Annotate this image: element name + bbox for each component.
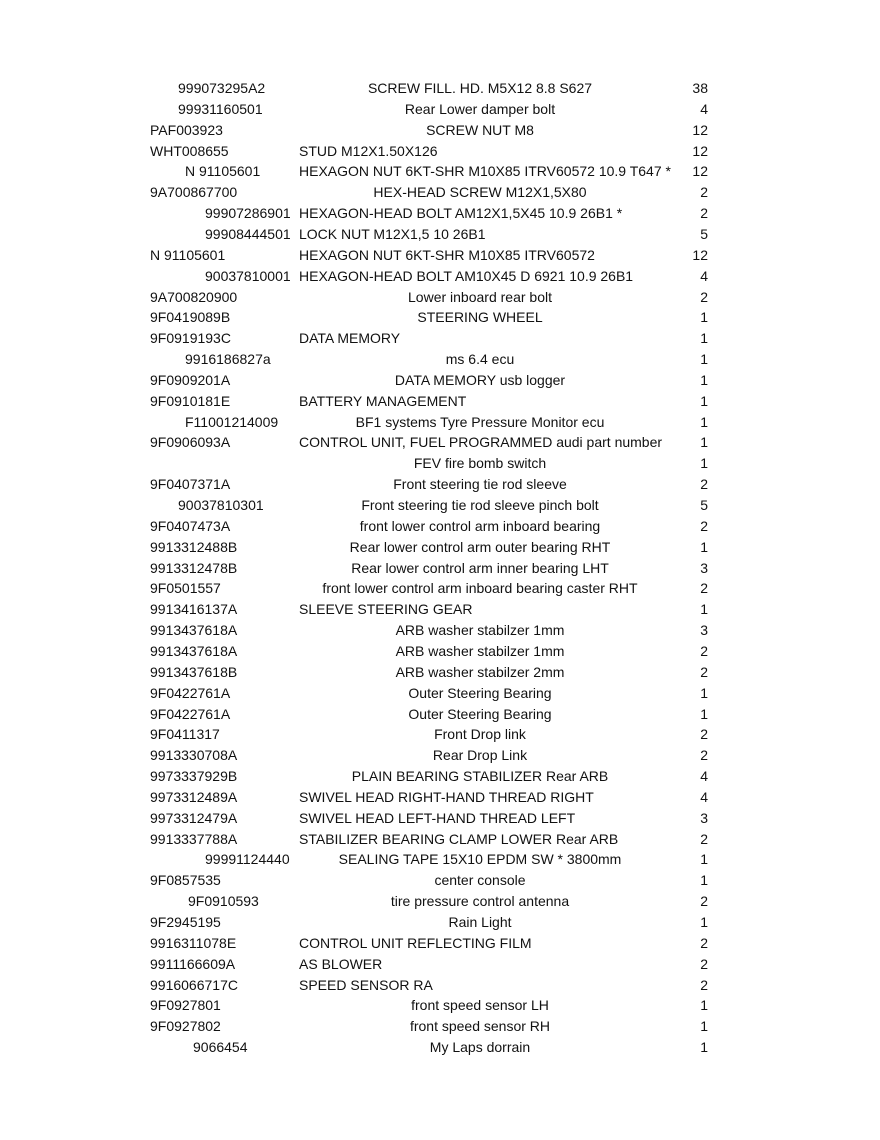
part-number: 9916311078E [150,934,237,951]
part-description: HEXAGON-HEAD BOLT AM10X45 D 6921 10.9 26B1 [299,267,634,284]
part-quantity: 4 [700,267,708,284]
part-description: SPEED SENSOR RA [299,976,433,993]
table-row [0,870,880,891]
part-quantity: 1 [700,914,708,930]
part-number: 9973312479A [150,809,238,826]
part-number: 999073295A2 [178,80,266,96]
part-number: 9F0407371A [150,476,231,493]
part-number: 99991124440 [205,851,290,868]
table-row [0,578,880,599]
table-row [0,724,880,745]
part-quantity: 12 [692,246,708,263]
part-quantity: 2 [700,184,708,201]
table-row [0,141,880,162]
part-quantity: 38 [692,80,708,96]
table-row [0,99,880,120]
part-number: 9913416137A [150,601,238,618]
part-number: 9913437618B [150,663,238,680]
part-description: front lower control arm inboard bearing caster RHT [322,580,638,597]
part-number: 9F0857535 [150,872,221,889]
part-quantity: 4 [700,100,708,117]
part-description: Outer Steering Bearing [408,705,552,722]
part-description: CONTROL UNIT, FUEL PROGRAMMED audi part number [299,434,663,451]
part-number: 9973312489A [150,788,238,805]
part-quantity: 3 [700,559,708,576]
table-row [0,662,880,683]
part-description: DATA MEMORY [299,330,401,347]
table-row [0,558,880,579]
part-description: Front steering tie rod sleeve [393,476,567,493]
part-description: ARB washer stabilzer 2mm [395,663,565,680]
part-description: tire pressure control antenna [390,893,570,910]
part-quantity: 1 [700,538,708,555]
part-number: N 91105601 [185,163,261,180]
part-description: Front steering tie rod sleeve pinch bolt [361,497,599,513]
part-description: SWIVEL HEAD LEFT-HAND THREAD LEFT [299,809,576,826]
table-row [0,912,880,933]
part-description: BF1 systems Tyre Pressure Monitor ecu [355,413,605,430]
part-quantity: 2 [700,747,708,764]
part-number: 9916186827a [185,351,271,368]
part-description: Rear Drop Link [432,747,528,764]
part-number: 9F0919193C [150,330,231,347]
table-row [0,954,880,975]
part-description: ms 6.4 ecu [445,351,515,368]
table-row [0,829,880,850]
part-number: WHT008655 [150,142,229,159]
part-quantity: 2 [700,955,708,972]
part-description: front lower control arm inboard bearing [359,517,601,534]
part-quantity: 12 [692,121,708,138]
part-quantity: 2 [700,830,708,847]
part-description: Rear Lower damper bolt [404,100,556,117]
part-number: 9913330708A [150,747,238,764]
part-quantity: 1 [700,434,708,451]
part-quantity: 1 [700,392,708,409]
part-quantity: 1 [700,705,708,722]
table-row [0,203,880,224]
part-quantity: 1 [700,330,708,347]
part-number: 9973337929B [150,768,238,785]
table-row [0,641,880,662]
part-number: 9911166609A [150,955,236,972]
table-row [0,245,880,266]
part-description: Lower inboard rear bolt [408,288,552,305]
table-row [0,537,880,558]
part-quantity: 4 [700,788,708,805]
table-row [0,683,880,704]
part-number: 9A700820900 [150,288,238,305]
part-number: 9A700867700 [150,184,238,201]
part-number: 9F0422761A [150,705,231,722]
part-number: 9F0927802 [150,1018,221,1035]
part-description: SCREW NUT M8 [426,121,534,138]
part-description: CONTROL UNIT REFLECTING FILM [299,934,532,951]
part-description: SWIVEL HEAD RIGHT-HAND THREAD RIGHT [299,788,594,805]
part-description: ARB washer stabilzer 1mm [395,622,565,639]
part-number: 9913337788A [150,830,238,847]
part-description: HEXAGON NUT 6KT-SHR M10X85 ITRV60572 10.9 T647 * [299,163,671,180]
part-quantity: 1 [700,1018,708,1035]
part-quantity: 2 [700,580,708,597]
part-description: Rear lower control arm outer bearing RHT [349,538,611,555]
part-number: 9913437618A [150,622,238,639]
part-number: PAF003923 [150,121,223,138]
table-row [0,849,880,870]
part-number: 9F0906093A [150,434,231,451]
part-quantity: 2 [700,726,708,743]
part-number: 9F2945195 [150,914,221,930]
part-number: 90037810001 [205,267,291,284]
part-quantity: 1 [700,684,708,701]
part-number: N 91105601 [150,246,226,263]
table-row [0,307,880,328]
table-row [0,975,880,996]
part-number: 99908444501 [205,225,291,242]
part-quantity: 1 [700,371,708,388]
part-description: STUD M12X1.50X126 [299,142,438,159]
part-number: 9913312488B [150,538,238,555]
part-number: 9F0407473A [150,517,231,534]
part-quantity: 2 [700,517,708,534]
part-description: SLEEVE STEERING GEAR [299,601,473,618]
part-quantity: 12 [692,142,708,159]
table-row [0,787,880,808]
part-description: HEXAGON-HEAD BOLT AM12X1,5X45 10.9 26B1 * [299,205,623,222]
table-row [0,391,880,412]
part-number: F11001214009 [185,413,279,430]
part-quantity: 1 [700,601,708,618]
part-number: 9F0909201A [150,371,231,388]
part-number: 99907286901 [205,205,291,222]
table-row [0,349,880,370]
part-description: Front Drop link [434,726,526,743]
table-row [0,287,880,308]
table-row [0,266,880,287]
part-number: 9066454 [193,1039,248,1056]
table-row [0,1037,880,1058]
part-description: Outer Steering Bearing [408,684,552,701]
table-row [0,161,880,182]
part-quantity: 12 [692,163,708,180]
part-number: 9913312478B [150,559,238,576]
part-quantity: 2 [700,288,708,305]
table-row [0,328,880,349]
table-row [0,599,880,620]
part-quantity: 1 [700,351,708,368]
part-quantity: 1 [700,413,708,430]
part-quantity: 5 [700,497,708,513]
part-number: 9F0411317 [150,726,220,743]
part-quantity: 1 [700,997,708,1014]
part-description: HEX-HEAD SCREW M12X1,5X80 [373,184,587,201]
table-row [0,120,880,141]
part-number: 90037810301 [178,497,264,513]
table-row [0,474,880,495]
table-row [0,370,880,391]
table-row [0,766,880,787]
part-quantity: 2 [700,976,708,993]
part-number: 9F0419089B [150,309,231,326]
part-description: STEERING WHEEL [417,309,543,326]
part-description: STABILIZER BEARING CLAMP LOWER Rear ARB [299,830,619,847]
part-number: 9916066717C [150,976,238,993]
part-quantity: 2 [700,205,708,222]
part-quantity: 1 [700,851,708,868]
table-row [0,182,880,203]
part-description: HEXAGON NUT 6KT-SHR M10X85 ITRV60572 [299,246,595,263]
part-quantity: 2 [700,476,708,493]
part-quantity: 2 [700,663,708,680]
part-description: DATA MEMORY usb logger [394,371,566,388]
part-quantity: 1 [700,455,708,472]
part-description: My Laps dorrain [429,1039,531,1056]
table-row [0,495,880,516]
table-row [0,704,880,725]
part-number: 9913437618A [150,642,238,659]
part-quantity: 1 [700,309,708,326]
table-row [0,891,880,912]
part-quantity: 4 [700,768,708,785]
part-description: AS BLOWER [299,955,383,972]
part-description: LOCK NUT M12X1,5 10 26B1 [299,225,486,242]
part-quantity: 5 [700,225,708,242]
part-description: PLAIN BEARING STABILIZER Rear ARB [351,768,609,785]
part-number: 9F0910181E [150,392,231,409]
table-row [0,1016,880,1037]
part-quantity: 3 [700,622,708,639]
part-description: SCREW FILL. HD. M5X12 8.8 S627 [367,80,593,96]
part-description: FEV fire bomb switch [413,455,547,472]
part-quantity: 3 [700,809,708,826]
part-description: center console [434,872,526,889]
part-number: 99931160501 [178,100,263,117]
part-quantity: 2 [700,642,708,659]
table-row [0,224,880,245]
part-description: BATTERY MANAGEMENT [299,392,467,409]
part-description: front speed sensor RH [409,1018,551,1035]
table-row [0,933,880,954]
part-number: 9F0501557 [150,580,221,597]
part-description: ARB washer stabilzer 1mm [395,642,565,659]
table-row [0,745,880,766]
part-description: front speed sensor LH [411,997,549,1014]
part-description: SEALING TAPE 15X10 EPDM SW * 3800mm [338,851,622,868]
part-description: Rain Light [448,914,512,930]
part-description: Rear lower control arm inner bearing LHT [351,559,609,576]
table-row [0,516,880,537]
part-number: 9F0927801 [150,997,221,1014]
table-row [0,453,880,474]
table-row [0,995,880,1016]
table-row [0,432,880,453]
table-row [0,78,880,99]
table-row [0,620,880,641]
table-row [0,808,880,829]
part-quantity: 1 [700,872,708,889]
part-number: 9F0910593 [188,893,259,910]
part-quantity: 2 [700,934,708,951]
part-quantity: 1 [700,1039,708,1056]
table-row [0,412,880,433]
part-quantity: 2 [700,893,708,910]
part-number: 9F0422761A [150,684,231,701]
